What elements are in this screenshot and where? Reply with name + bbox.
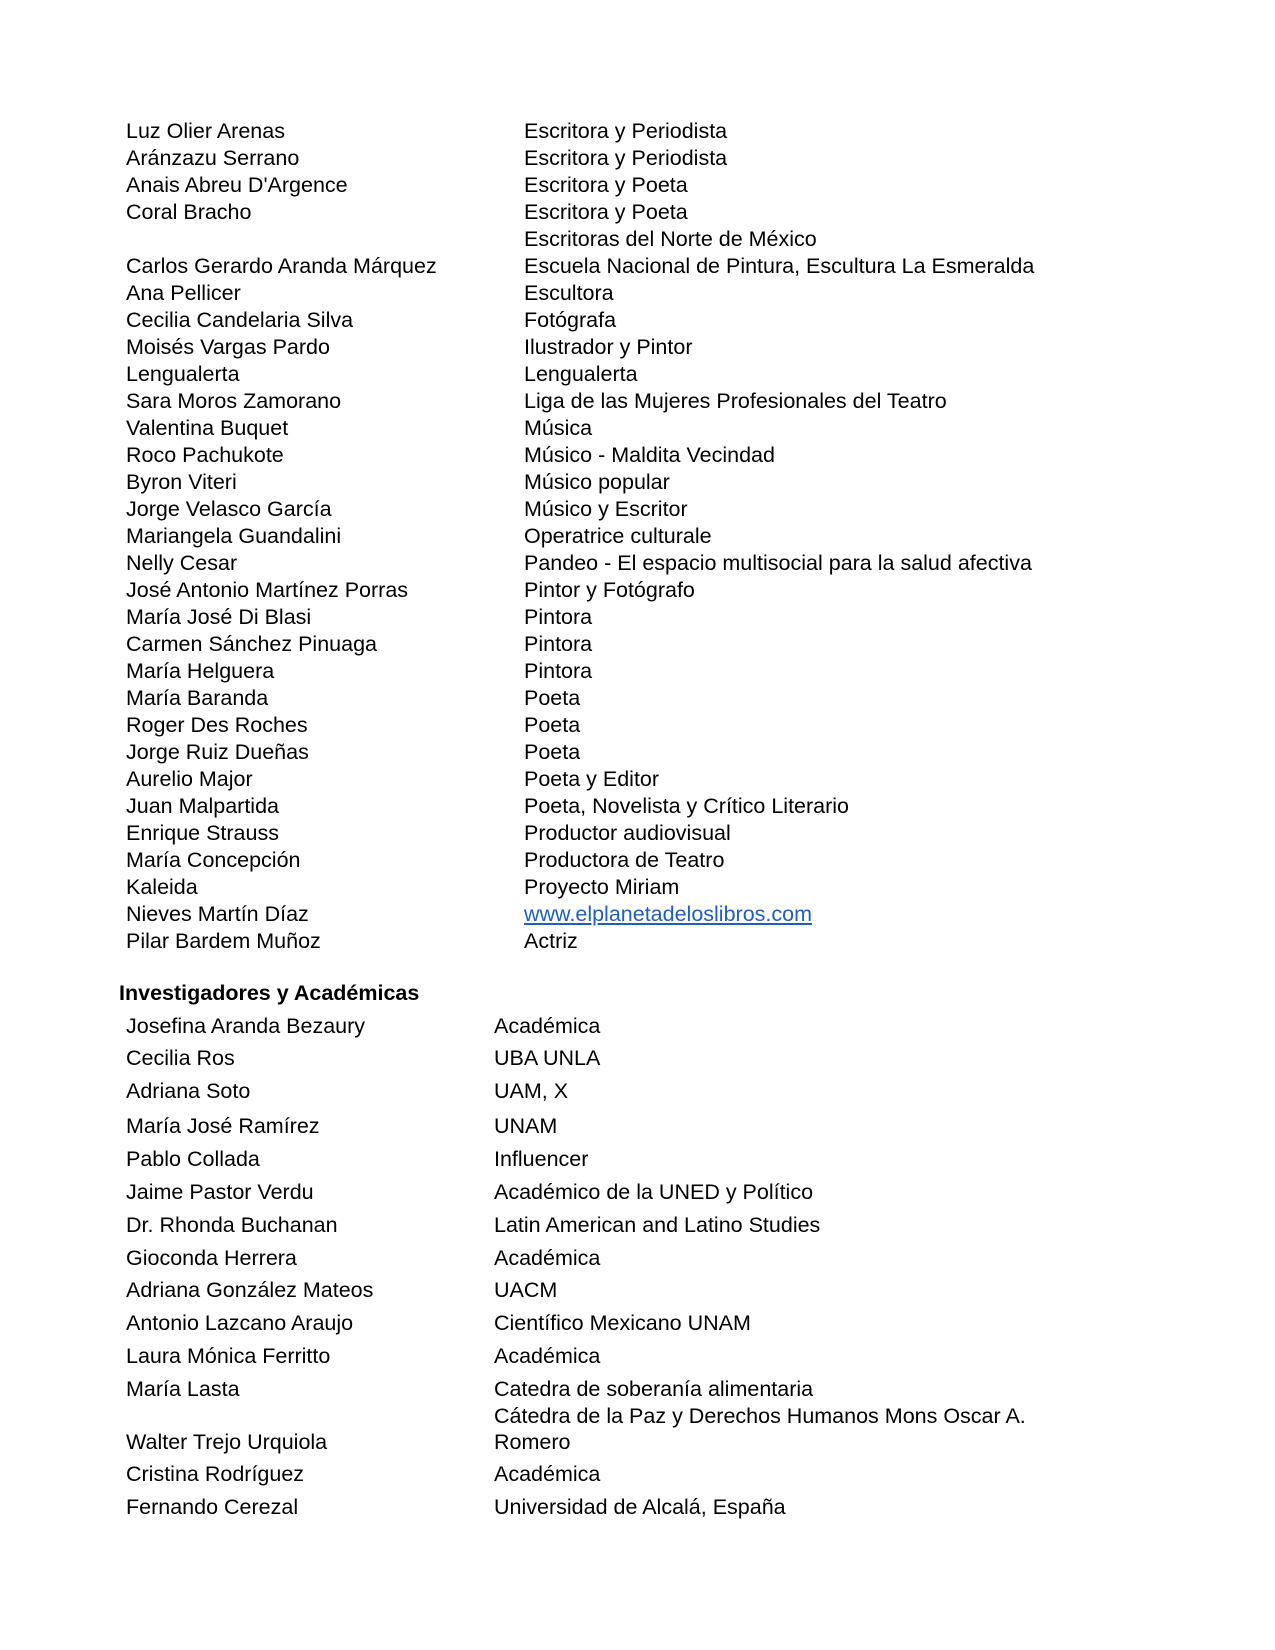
person-role: Músico - Maldita Vecindad bbox=[524, 443, 775, 467]
person-name: Antonio Lazcano Araujo bbox=[126, 1311, 354, 1335]
person-name: María Baranda bbox=[126, 686, 269, 710]
person-role: Productor audiovisual bbox=[524, 821, 731, 845]
person-role: Cátedra de la Paz y Derechos Humanos Mons Oscar A. bbox=[494, 1404, 1026, 1428]
person-name: Carlos Gerardo Aranda Márquez bbox=[126, 254, 437, 278]
person-role: Pandeo - El espacio multisocial para la salud afectiva bbox=[524, 551, 1032, 575]
person-role: Escritora y Poeta bbox=[524, 173, 688, 197]
person-name: Nelly Cesar bbox=[126, 551, 238, 575]
person-role: Latin American and Latino Studies bbox=[494, 1213, 821, 1237]
person-name: Byron Viteri bbox=[126, 470, 237, 494]
person-name: Luz Olier Arenas bbox=[126, 119, 285, 143]
person-role: Poeta bbox=[524, 686, 581, 710]
person-name: Aurelio Major bbox=[126, 767, 253, 791]
person-name: Moisés Vargas Pardo bbox=[126, 335, 330, 359]
person-role: Académica bbox=[494, 1344, 601, 1368]
person-role: Poeta bbox=[524, 740, 581, 764]
person-role: Académico de la UNED y Político bbox=[494, 1180, 814, 1204]
person-name: Jaime Pastor Verdu bbox=[126, 1180, 314, 1204]
person-role: UNAM bbox=[494, 1114, 558, 1138]
person-name: Adriana Soto bbox=[126, 1079, 251, 1103]
person-name: José Antonio Martínez Porras bbox=[126, 578, 409, 602]
person-name: Adriana González Mateos bbox=[126, 1278, 374, 1302]
person-role: Productora de Teatro bbox=[524, 848, 725, 872]
person-role: Poeta y Editor bbox=[524, 767, 660, 791]
person-name: Laura Mónica Ferritto bbox=[126, 1344, 331, 1368]
person-role: Escultora bbox=[524, 281, 614, 305]
person-name: María José Di Blasi bbox=[126, 605, 312, 629]
person-name: Cristina Rodríguez bbox=[126, 1462, 305, 1486]
person-role: Escuela Nacional de Pintura, Escultura La Esmeralda bbox=[524, 254, 1035, 278]
person-name: Juan Malpartida bbox=[126, 794, 279, 818]
section-heading: Investigadores y Académicas bbox=[119, 981, 420, 1005]
person-role: Romero bbox=[494, 1430, 571, 1454]
person-role: Proyecto Miriam bbox=[524, 875, 680, 899]
person-name: Carmen Sánchez Pinuaga bbox=[126, 632, 377, 656]
person-name: Lengualerta bbox=[126, 362, 240, 386]
person-name: María Helguera bbox=[126, 659, 275, 683]
person-name: Roco Pachukote bbox=[126, 443, 284, 467]
person-role: Músico popular bbox=[524, 470, 670, 494]
person-name: Aránzazu Serrano bbox=[126, 146, 300, 170]
person-role: Académica bbox=[494, 1462, 601, 1486]
person-name: Enrique Strauss bbox=[126, 821, 279, 845]
person-name: Jorge Velasco García bbox=[126, 497, 332, 521]
person-role: Ilustrador y Pintor bbox=[524, 335, 693, 359]
person-role: Escritora y Periodista bbox=[524, 119, 728, 143]
person-name: Josefina Aranda Bezaury bbox=[126, 1014, 366, 1038]
person-role: Operatrice culturale bbox=[524, 524, 712, 548]
person-name: Roger Des Roches bbox=[126, 713, 308, 737]
person-role: Lengualerta bbox=[524, 362, 638, 386]
person-name: Gioconda Herrera bbox=[126, 1246, 297, 1270]
person-name: María Lasta bbox=[126, 1377, 240, 1401]
person-role: Pintor y Fotógrafo bbox=[524, 578, 695, 602]
person-name: Anais Abreu D'Argence bbox=[126, 173, 348, 197]
person-name: Cecilia Ros bbox=[126, 1046, 235, 1070]
person-role: Poeta, Novelista y Crítico Literario bbox=[524, 794, 850, 818]
person-name: Nieves Martín Díaz bbox=[126, 902, 309, 926]
person-role: Músico y Escritor bbox=[524, 497, 688, 521]
person-role: Académica bbox=[494, 1014, 601, 1038]
person-name: Coral Bracho bbox=[126, 200, 252, 224]
person-name: Kaleida bbox=[126, 875, 198, 899]
person-role: Universidad de Alcalá, España bbox=[494, 1495, 786, 1519]
person-role: Pintora bbox=[524, 632, 593, 656]
person-role: UBA UNLA bbox=[494, 1046, 601, 1070]
person-role: Liga de las Mujeres Profesionales del Teatro bbox=[524, 389, 947, 413]
person-role: Escritoras del Norte de México bbox=[524, 227, 817, 251]
person-role: Catedra de soberanía alimentaria bbox=[494, 1377, 814, 1401]
person-role: Música bbox=[524, 416, 593, 440]
person-role: Poeta bbox=[524, 713, 581, 737]
person-role: Pintora bbox=[524, 605, 593, 629]
person-name: Pablo Collada bbox=[126, 1147, 260, 1171]
person-role: Académica bbox=[494, 1246, 601, 1270]
person-name: María José Ramírez bbox=[126, 1114, 320, 1138]
person-role: UAM, X bbox=[494, 1079, 569, 1103]
person-name: Jorge Ruiz Dueñas bbox=[126, 740, 309, 764]
person-name: Ana Pellicer bbox=[126, 281, 241, 305]
person-role: Pintora bbox=[524, 659, 593, 683]
person-name: Valentina Buquet bbox=[126, 416, 289, 440]
person-role: UACM bbox=[494, 1278, 558, 1302]
person-name: Walter Trejo Urquiola bbox=[126, 1430, 328, 1454]
person-role: Actriz bbox=[524, 929, 578, 953]
person-name: María Concepción bbox=[126, 848, 301, 872]
person-role: Escritora y Periodista bbox=[524, 146, 728, 170]
person-role: Escritora y Poeta bbox=[524, 200, 688, 224]
website-link[interactable]: www.elplanetadeloslibros.com bbox=[524, 902, 813, 926]
person-name: Dr. Rhonda Buchanan bbox=[126, 1213, 338, 1237]
person-role: Influencer bbox=[494, 1147, 589, 1171]
person-name: Mariangela Guandalini bbox=[126, 524, 342, 548]
person-name: Pilar Bardem Muñoz bbox=[126, 929, 321, 953]
person-name: Sara Moros Zamorano bbox=[126, 389, 342, 413]
person-name: Cecilia Candelaria Silva bbox=[126, 308, 354, 332]
person-role: Científico Mexicano UNAM bbox=[494, 1311, 751, 1335]
person-role: Fotógrafa bbox=[524, 308, 617, 332]
person-name: Fernando Cerezal bbox=[126, 1495, 299, 1519]
